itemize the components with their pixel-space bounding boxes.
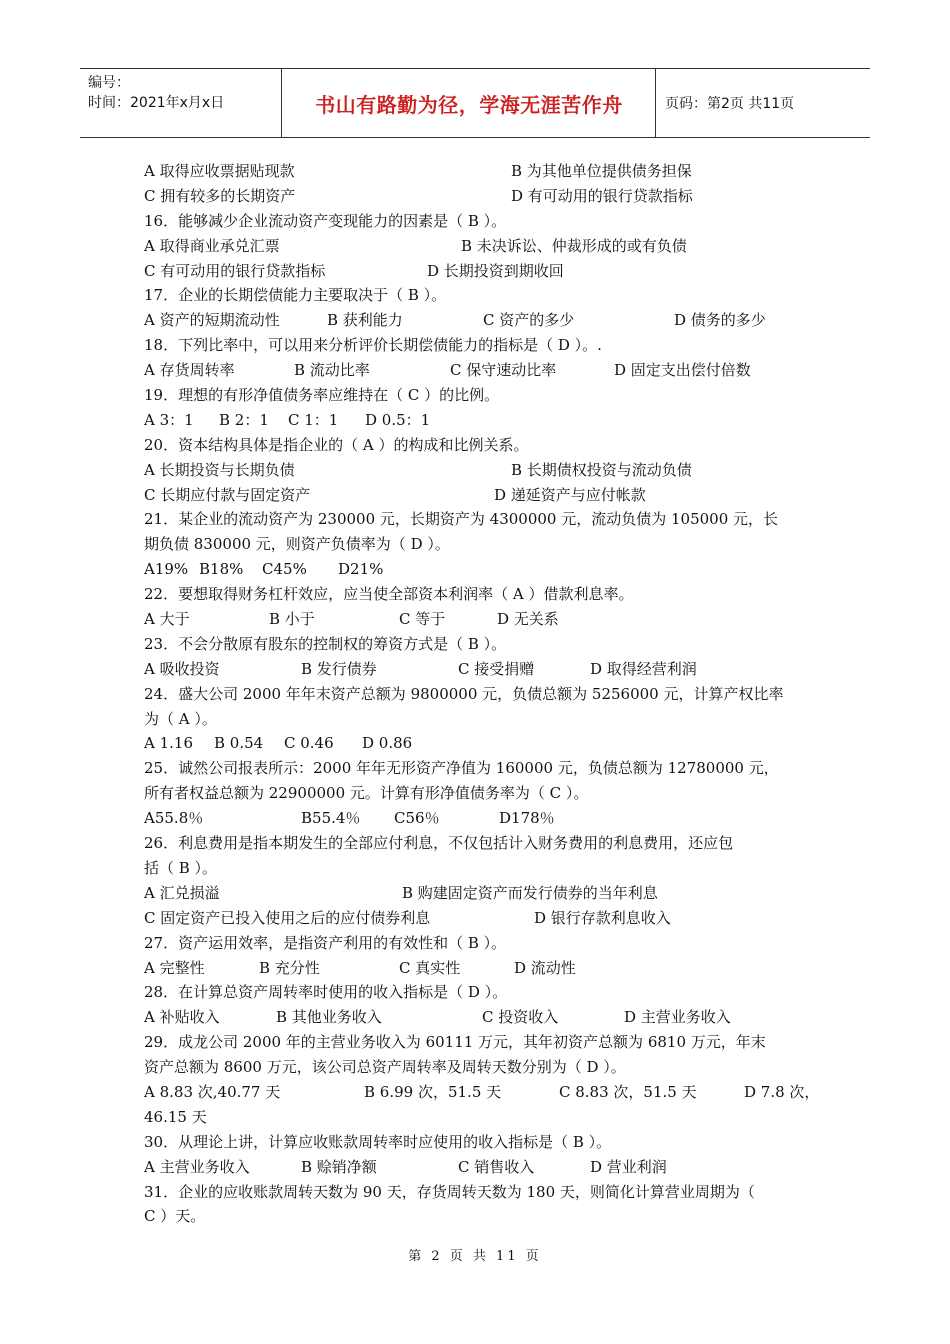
option-text: B 充分性 <box>259 958 320 977</box>
option-text: C 保守速动比率 <box>450 361 557 380</box>
option-text: B 发行债券 <box>301 659 377 678</box>
question-text: 22．要想取得财务杠杆效应，应当使全部资本利润率（ A ）借款利息率。 <box>144 585 634 604</box>
text-line <box>144 781 824 806</box>
text-line <box>144 931 824 956</box>
text-line <box>144 209 824 234</box>
option-text: A 吸收投资 <box>144 659 220 678</box>
document-date: 时间：2021年x月x日 <box>88 95 225 111</box>
text-line <box>144 532 824 557</box>
option-text: B 购建固定资产而发行债券的当年利息 <box>402 883 658 902</box>
option-text: B 未决诉讼、仲裁形成的或有负债 <box>461 236 687 255</box>
text-line <box>144 259 824 284</box>
option-text: A 主营业务收入 <box>144 1157 250 1176</box>
text-line <box>144 831 824 856</box>
question-text: 为（ A ）。 <box>144 709 217 728</box>
option-text: D 流动性 <box>514 958 576 977</box>
text-line <box>144 881 824 906</box>
text-line <box>144 731 824 756</box>
option-text: C45% <box>262 560 307 579</box>
question-text: 资产总额为 8600 万元，该公司总资产周转率及周转天数分别为（ D ）。 <box>144 1058 626 1077</box>
option-text: C 接受捐赠 <box>458 659 535 678</box>
text-line <box>144 507 824 532</box>
option-text: A 完整性 <box>144 958 205 977</box>
header-motto-cell <box>283 69 656 137</box>
option-text: D 固定支出偿付倍数 <box>614 361 751 380</box>
option-text: A 资产的短期流动性 <box>144 311 280 330</box>
text-line <box>144 1055 824 1080</box>
text-line <box>144 980 824 1005</box>
text-line <box>144 408 824 433</box>
option-text: C 投资收入 <box>482 1008 559 1027</box>
option-text: B 流动比率 <box>294 361 370 380</box>
text-line <box>144 632 824 657</box>
option-text: C 有可动用的银行贷款指标 <box>144 261 326 280</box>
text-line <box>144 1155 824 1180</box>
option-text: D 无关系 <box>497 610 559 629</box>
option-text: B 2：1 <box>219 410 269 429</box>
option-text: A 补贴收入 <box>144 1008 220 1027</box>
question-list <box>144 159 824 1229</box>
option-text: B 长期债权投资与流动负债 <box>511 460 692 479</box>
option-text: C 销售收入 <box>458 1157 535 1176</box>
option-text: B 其他业务收入 <box>276 1008 382 1027</box>
option-text: D 有可动用的银行贷款指标 <box>511 186 693 205</box>
option-text: D 银行存款利息收入 <box>534 908 671 927</box>
option-text: A19% <box>144 560 189 579</box>
option-text: C 拥有较多的长期资产 <box>144 186 296 205</box>
option-text: A 存货周转率 <box>144 361 235 380</box>
option-text: A 8.83 次,40.77 天 <box>144 1082 281 1101</box>
question-text: 期负债 830000 元，则资产负债率为（ D ）。 <box>144 535 450 554</box>
text-line <box>144 283 824 308</box>
option-text: C 资产的多少 <box>483 311 575 330</box>
text-line <box>144 607 824 632</box>
question-text: 18．下列比率中，可以用来分析评价长期偿债能力的指标是（ D ）。. <box>144 336 602 355</box>
text-line <box>144 1180 824 1205</box>
question-text: 30．从理论上讲，计算应收账款周转率时应使用的收入指标是（ B ）。 <box>144 1132 612 1151</box>
header-page-info: 页码：第2页 共11页 <box>665 96 795 112</box>
text-line <box>144 234 824 259</box>
option-text: D 长期投资到期收回 <box>427 261 564 280</box>
header-meta <box>80 69 282 137</box>
option-text: A 汇兑损溢 <box>144 883 220 902</box>
question-text: 所有者权益总额为 22900000 元。计算有形净值债务率为（ C ）。 <box>144 784 589 803</box>
text-line <box>144 383 824 408</box>
option-text: C 等于 <box>399 610 446 629</box>
text-line <box>144 557 824 582</box>
question-text: 27．资产运用效率，是指资产利用的有效性和（ B ）。 <box>144 933 507 952</box>
question-text: 31．企业的应收账款周转天数为 90 天，存货周转天数为 180 天，则简化计算营业周期为（ <box>144 1182 755 1201</box>
option-text: C 8.83 次，51.5 天 <box>559 1082 697 1101</box>
document-number-label: 编号： <box>88 75 130 91</box>
option-text: B 小于 <box>269 610 315 629</box>
question-text: 21．某企业的流动资产为 230000 元，长期资产为 4300000 元，流动负债为 105000 元，长 <box>144 510 779 529</box>
option-text: D178％ <box>499 809 555 828</box>
question-text: C ）天。 <box>144 1207 206 1226</box>
text-line <box>144 682 824 707</box>
text-line <box>144 184 824 209</box>
option-text: D21% <box>338 560 384 579</box>
text-line <box>144 483 824 508</box>
option-text: A 1.16 <box>144 734 193 753</box>
text-line <box>144 657 824 682</box>
question-text: 29．成龙公司 2000 年的主营业务收入为 60111 万元，其年初资产总额为 6810 万元，年末 <box>144 1033 766 1052</box>
option-text: D 营业利润 <box>590 1157 667 1176</box>
question-text: 26．利息费用是指本期发生的全部应付利息，不仅包括计入财务费用的利息费用，还应包 <box>144 834 734 853</box>
option-text: A 取得商业承兑汇票 <box>144 236 280 255</box>
option-text: C56％ <box>394 809 440 828</box>
option-text: D 递延资产与应付帐款 <box>494 485 646 504</box>
question-text: 16．能够减少企业流动资产变现能力的因素是（ B ）。 <box>144 211 507 230</box>
text-line <box>144 333 824 358</box>
option-text: B 为其他单位提供债务担保 <box>511 162 692 180</box>
header-motto: 书山有路勤为径，学海无涯苦作舟 <box>315 92 623 117</box>
text-line <box>144 433 824 458</box>
option-text: B18% <box>199 560 244 579</box>
text-line <box>144 756 824 781</box>
option-text: A 长期投资与长期负债 <box>144 460 295 479</box>
text-line <box>144 1005 824 1030</box>
option-text: A 大于 <box>144 610 190 629</box>
text-line <box>144 308 824 333</box>
option-text: C 0.46 <box>284 734 334 753</box>
text-line <box>144 1105 824 1130</box>
text-line <box>144 956 824 981</box>
option-text: B 获利能力 <box>327 311 403 330</box>
text-line <box>144 707 824 732</box>
text-line <box>144 358 824 383</box>
question-text: 括（ B ）。 <box>144 858 218 877</box>
question-text: 20．资本结构具体是指企业的（ A ）的构成和比例关系。 <box>144 435 529 454</box>
question-text: 19．理想的有形净值债务率应维持在（ C ）的比例。 <box>144 386 500 405</box>
option-text: D 主营业务收入 <box>624 1008 731 1027</box>
question-text: 24．盛大公司 2000 年年末资产总额为 9800000 元，负债总额为 5256000 元，计算产权比率 <box>144 684 784 703</box>
text-line <box>144 806 824 831</box>
option-text: A55.8％ <box>144 809 204 828</box>
option-text: D 债务的多少 <box>674 311 766 330</box>
option-text: D 取得经营利润 <box>590 659 697 678</box>
option-text: C 真实性 <box>399 958 461 977</box>
option-text: C 固定资产已投入使用之后的应付债券利息 <box>144 908 431 927</box>
option-text: B 赊销净额 <box>301 1157 377 1176</box>
question-text: 23．不会分散原有股东的控制权的筹资方式是（ B ）。 <box>144 634 507 653</box>
question-text: 46.15 天 <box>144 1107 207 1126</box>
text-line <box>144 458 824 483</box>
option-text: D 0.86 <box>362 734 413 753</box>
option-text: A 3：1 <box>144 410 194 429</box>
text-line <box>144 159 824 184</box>
question-text: 25．诚然公司报表所示：2000 年年无形资产净值为 160000 元，负债总额为 12780000 元， <box>144 759 779 778</box>
text-line <box>144 1130 824 1155</box>
question-text: 28．在计算总资产周转率时使用的收入指标是（ D ）。 <box>144 983 508 1002</box>
option-text: B55.4％ <box>301 809 361 828</box>
text-line <box>144 1030 824 1055</box>
option-text: A 取得应收票据贴现款 <box>144 162 295 180</box>
option-text: C 1：1 <box>288 410 339 429</box>
page-header <box>80 68 870 138</box>
option-text: B 0.54 <box>214 734 264 753</box>
text-line <box>144 856 824 881</box>
option-text: B 6.99 次，51.5 天 <box>364 1082 502 1101</box>
option-text: C 长期应付款与固定资产 <box>144 485 311 504</box>
text-line <box>144 906 824 931</box>
page-footer: 第 2 页 共 11 页 <box>408 1249 542 1264</box>
option-text: D 0.5：1 <box>365 410 431 429</box>
question-text: 17．企业的长期偿债能力主要取决于（ B ）。 <box>144 286 447 305</box>
text-line <box>144 582 824 607</box>
text-line <box>144 1204 824 1229</box>
option-text: D 7.8 次， <box>744 1082 820 1101</box>
text-line <box>144 1080 824 1105</box>
